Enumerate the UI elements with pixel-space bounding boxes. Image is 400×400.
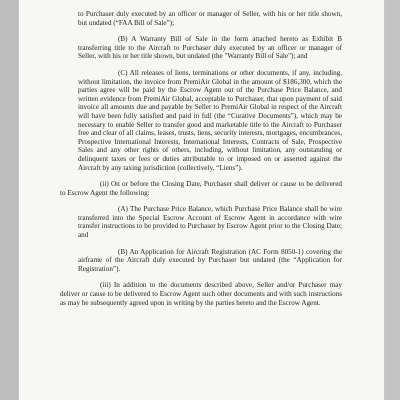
- paragraph-purchase-price-balance: (A) The Purchase Price Balance, which Purchase Price Balance shall be wire transferred into the Special Escrow Account of Escrow Agent in accordance with wire transfer instructions to be provided to Purchaser by Escrow Agent prior to the Closing Date; and: [78, 205, 342, 240]
- paragraph-purchaser-deliveries: (ii) On or before the Closing Date, Purchaser shall deliver or cause to be delivered to Escrow Agent the following:: [60, 180, 342, 197]
- paragraph-releases-of-liens: (C) All releases of liens, terminations or other documents, if any, including, without limitation, the invoice from PremiAir Global in the amount of $186,300, which the parties agree will be paid by the Escrow Agent out of the Purchase Price Balance, and written evidence from PremiAir Global, acceptable to Purchaser, that upon payment of said invoice all amounts due and payable by Seller to PremiAir Global in respect of the Aircraft will have been fully satisfied and paid in full (the “Curative Documents”), which may be necessary to enable Seller to transfer good and marketable title to the Aircraft to Purchaser free and clear of all claims, leases, trusts, liens, security interests, mortgages, encumbrances, Prospective International Interests, International Interests, Contracts of Sale, Prospective Sales and any other rights of others, including, without limitation, any outstanding or delinquent taxes or fees or duties attributable to or imposed on or asserted against the Aircraft by any taxing jurisdiction (collectively, “Liens”).: [78, 68, 342, 172]
- scan-border-left: [0, 0, 18, 400]
- paragraph-additional-documents: (iii) In addition to the documents described above, Seller and/or Purchaser may deliver or cause to be delivered to Escrow Agent such other documents and with such instructions as may be subsequently agreed upon in writing by the parties hereto and the Escrow Agent.: [60, 281, 342, 307]
- document-body: [60, 10, 342, 315]
- paragraph-application-for-registration: (B) An Application for Aircraft Registration (AC Form 8050-1) covering the airframe of the Aircraft duly executed by Purchaser but undated (the “Application for Registration”).: [78, 247, 342, 273]
- paragraph-warranty-bill-of-sale: (B) A Warranty Bill of Sale in the form attached hereto as Exhibit B transferring title to the Aircraft to Purchaser duly executed by an officer or manager of Seller, with his or her title shown, but undated (the "Warranty Bill of Sale"); and: [78, 35, 342, 61]
- scan-border-right: [385, 0, 400, 400]
- paragraph-faa-bill-of-sale: to Purchaser duly executed by an officer or manager of Seller, with his or her title shown, but undated (“FAA Bill of Sale”);: [78, 10, 342, 27]
